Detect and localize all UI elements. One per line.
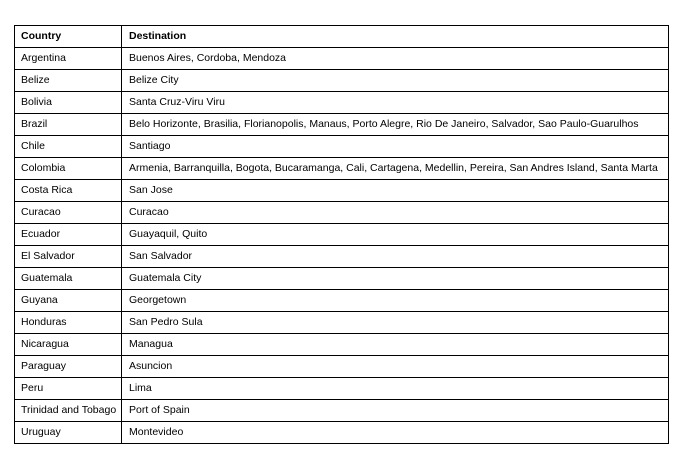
- country-cell: Peru: [15, 378, 122, 400]
- country-cell: Costa Rica: [15, 180, 122, 202]
- country-cell: Uruguay: [15, 422, 122, 444]
- table-row: [15, 422, 669, 444]
- destination-cell: Asuncion: [122, 356, 669, 378]
- table-row: [15, 356, 669, 378]
- table-header-row: [15, 26, 669, 48]
- destination-cell: San Jose: [122, 180, 669, 202]
- country-cell: Chile: [15, 136, 122, 158]
- table-row: [15, 92, 669, 114]
- destination-cell: San Pedro Sula: [122, 312, 669, 334]
- country-cell: Ecuador: [15, 224, 122, 246]
- destination-cell: Georgetown: [122, 290, 669, 312]
- destination-cell: Curacao: [122, 202, 669, 224]
- destination-cell: Belo Horizonte, Brasilia, Florianopolis, Manaus, Porto Alegre, Rio De Janeiro, Salvador, Sao Paulo-Guarulhos: [122, 114, 669, 136]
- table-row: [15, 70, 669, 92]
- table-row: [15, 334, 669, 356]
- destination-cell: Managua: [122, 334, 669, 356]
- table-row: [15, 180, 669, 202]
- destination-cell: Belize City: [122, 70, 669, 92]
- country-cell: Belize: [15, 70, 122, 92]
- table-row: [15, 224, 669, 246]
- destination-cell: Lima: [122, 378, 669, 400]
- destination-cell: San Salvador: [122, 246, 669, 268]
- destination-cell: Santa Cruz-Viru Viru: [122, 92, 669, 114]
- table-row: [15, 378, 669, 400]
- destination-cell: Armenia, Barranquilla, Bogota, Bucaramanga, Cali, Cartagena, Medellin, Pereira, San Andres Island, Santa Marta: [122, 158, 669, 180]
- country-cell: Honduras: [15, 312, 122, 334]
- table-row: [15, 136, 669, 158]
- country-cell: Guyana: [15, 290, 122, 312]
- country-cell: Colombia: [15, 158, 122, 180]
- column-header-country: Country: [15, 26, 122, 48]
- country-cell: El Salvador: [15, 246, 122, 268]
- destination-cell: Buenos Aires, Cordoba, Mendoza: [122, 48, 669, 70]
- country-cell: Trinidad and Tobago: [15, 400, 122, 422]
- country-cell: Bolivia: [15, 92, 122, 114]
- destination-cell: Santiago: [122, 136, 669, 158]
- table-row: [15, 312, 669, 334]
- country-cell: Curacao: [15, 202, 122, 224]
- destinations-table: [14, 25, 669, 444]
- destination-cell: Port of Spain: [122, 400, 669, 422]
- table-row: [15, 114, 669, 136]
- country-cell: Paraguay: [15, 356, 122, 378]
- table-row: [15, 158, 669, 180]
- column-header-destination: Destination: [122, 26, 669, 48]
- table-row: [15, 400, 669, 422]
- country-cell: Argentina: [15, 48, 122, 70]
- destination-cell: Guatemala City: [122, 268, 669, 290]
- destination-cell: Guayaquil, Quito: [122, 224, 669, 246]
- country-cell: Brazil: [15, 114, 122, 136]
- table-row: [15, 48, 669, 70]
- country-cell: Guatemala: [15, 268, 122, 290]
- destinations-table-container: [14, 25, 669, 444]
- country-cell: Nicaragua: [15, 334, 122, 356]
- table-row: [15, 268, 669, 290]
- table-row: [15, 290, 669, 312]
- table-row: [15, 202, 669, 224]
- destination-cell: Montevideo: [122, 422, 669, 444]
- table-row: [15, 246, 669, 268]
